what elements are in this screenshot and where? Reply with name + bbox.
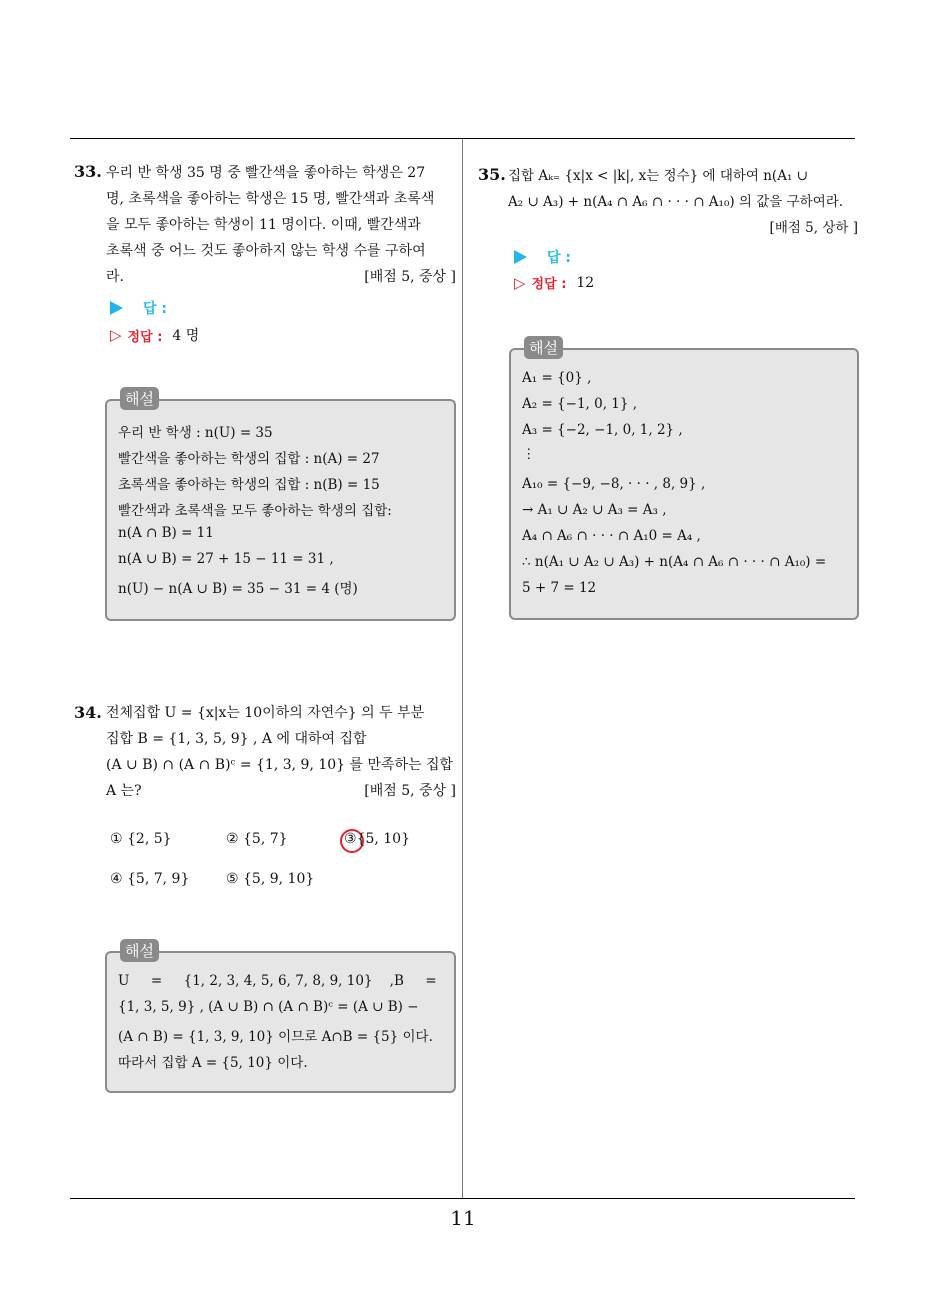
- question-line: 라.: [106, 269, 124, 285]
- question-line: A 는?: [106, 783, 142, 799]
- solution-line: A₁ = {0} ,: [522, 370, 592, 386]
- question-number: 33.: [74, 162, 102, 181]
- question-line: 집합 Aₖ₌ {x|x < |k|, x는 정수} 에 대하여 n(A₁ ∪: [508, 168, 808, 184]
- question-line: 초록색 중 어느 것도 좋아하지 않는 학생 수를 구하여: [106, 243, 426, 259]
- correct-label: 정답 :: [531, 277, 567, 292]
- solution-line: 빨간색을 좋아하는 학생의 집합 : n(A) = 27: [118, 451, 380, 467]
- solution-line: 5 + 7 = 12: [522, 580, 597, 596]
- question-text: [106, 160, 456, 290]
- score-label: [배점 5, 상하 ]: [769, 220, 858, 236]
- solution-line: n(U) − n(A ∪ B) = 35 − 31 = 4 (명): [118, 581, 358, 597]
- question-number: 34.: [74, 703, 102, 722]
- choice-mark: ③: [344, 831, 357, 847]
- choice-mark: ②: [226, 831, 239, 847]
- solution-line: 우리 반 학생 : n(U) = 35: [118, 425, 273, 441]
- solution-line: n(A ∪ B) = 27 + 15 − 11 = 31 ,: [118, 551, 334, 567]
- solution-line: ⋮: [522, 446, 536, 462]
- choice-1[interactable]: [110, 831, 172, 847]
- correct-value: 4 명: [172, 328, 200, 344]
- answer-row: [514, 247, 571, 267]
- solution-line: → A₁ ∪ A₂ ∪ A₃ = A₃ ,: [522, 502, 667, 518]
- solution-line: A₄ ∩ A₆ ∩ · · · ∩ A₁0 = A₄ ,: [522, 528, 701, 544]
- solution-line: 따라서 집합 A = {5, 10} 이다.: [118, 1055, 308, 1071]
- solution-tab: 해설: [120, 387, 159, 410]
- outline-triangle-icon: ▷: [514, 273, 526, 292]
- filled-triangle-icon: [110, 301, 123, 315]
- solution-line: 빨간색과 초록색을 모두 좋아하는 학생의 집합:: [118, 503, 392, 519]
- correct-answer-row: [514, 273, 594, 292]
- solution-line: A₂ = {−1, 0, 1} ,: [522, 396, 638, 412]
- question-number: 35.: [478, 165, 506, 184]
- choice-4[interactable]: [110, 871, 189, 887]
- question-text: [508, 163, 858, 241]
- page-number: 11: [450, 1206, 476, 1230]
- score-label: [배점 5, 중상 ]: [364, 269, 456, 285]
- outline-triangle-icon: ▷: [110, 326, 122, 344]
- correct-answer-row: [110, 325, 199, 345]
- choice-mark: ①: [110, 831, 123, 847]
- question-line: 전체집합 U = {x|x는 10이하의 자연수} 의 두 부분: [106, 705, 425, 721]
- choice-text: {5, 10}: [356, 831, 410, 847]
- question-text: [106, 700, 456, 804]
- solution-box: [105, 951, 456, 1093]
- solution-tab: 해설: [524, 336, 563, 359]
- solution-box: [509, 348, 859, 620]
- answer-row: [110, 298, 167, 318]
- solution-box: [105, 399, 456, 621]
- correct-label: 정답 :: [127, 329, 163, 345]
- question-line: (A ∪ B) ∩ (A ∩ B)ᶜ = {1, 3, 9, 10} 를 만족하는 집합: [106, 757, 454, 773]
- choice-mark: ④: [110, 871, 123, 887]
- choice-text: {5, 9, 10}: [243, 871, 315, 887]
- question-line: A₂ ∪ A₃) + n(A₄ ∩ A₆ ∩ · · · ∩ A₁₀) 의 값을 구하여라.: [508, 194, 844, 210]
- solution-line: n(A ∩ B) = 11: [118, 525, 214, 541]
- question-line: 을 모두 좋아하는 학생이 11 명이다. 이때, 빨간색과: [106, 217, 421, 233]
- correct-value: 12: [576, 274, 595, 291]
- solution-tab: 해설: [120, 939, 159, 962]
- solution-line: U = {1, 2, 3, 4, 5, 6, 7, 8, 9, 10} ,B =: [118, 973, 437, 989]
- choice-2[interactable]: [226, 831, 288, 847]
- answer-label: 답 :: [547, 250, 571, 266]
- score-label: [배점 5, 중상 ]: [364, 783, 456, 799]
- solution-line: 초록색을 좋아하는 학생의 집합 : n(B) = 15: [118, 477, 380, 493]
- question-line: 명, 초록색을 좋아하는 학생은 15 명, 빨간색과 초록색: [106, 191, 435, 207]
- solution-line: A₁₀ = {−9, −8, · · · , 8, 9} ,: [522, 476, 706, 492]
- question-line: 집합 B = {1, 3, 5, 9} , A 에 대하여 집합: [106, 731, 367, 747]
- solution-line: {1, 3, 5, 9} , (A ∪ B) ∩ (A ∩ B)ᶜ = (A ∪ B) −: [118, 999, 419, 1015]
- solution-line: A₃ = {−2, −1, 0, 1, 2} ,: [522, 422, 683, 438]
- column-divider: [462, 139, 463, 1198]
- solution-line: ∴ n(A₁ ∪ A₂ ∪ A₃) + n(A₄ ∩ A₆ ∩ · · · ∩ A₁₀) =: [522, 554, 827, 570]
- bottom-rule: [70, 1198, 855, 1199]
- choice-text: {5, 7, 9}: [127, 871, 190, 887]
- choice-mark: ⑤: [226, 871, 239, 887]
- choice-text: {5, 7}: [243, 831, 288, 847]
- choice-5[interactable]: [226, 871, 314, 887]
- choice-3[interactable]: [344, 831, 410, 847]
- answer-label: 답 :: [143, 301, 167, 317]
- solution-line: (A ∩ B) = {1, 3, 9, 10} 이므로 A∩B = {5} 이다.: [118, 1029, 433, 1045]
- question-line: 우리 반 학생 35 명 중 빨간색을 좋아하는 학생은 27: [106, 165, 426, 181]
- choice-text: {2, 5}: [127, 831, 172, 847]
- filled-triangle-icon: [514, 250, 527, 264]
